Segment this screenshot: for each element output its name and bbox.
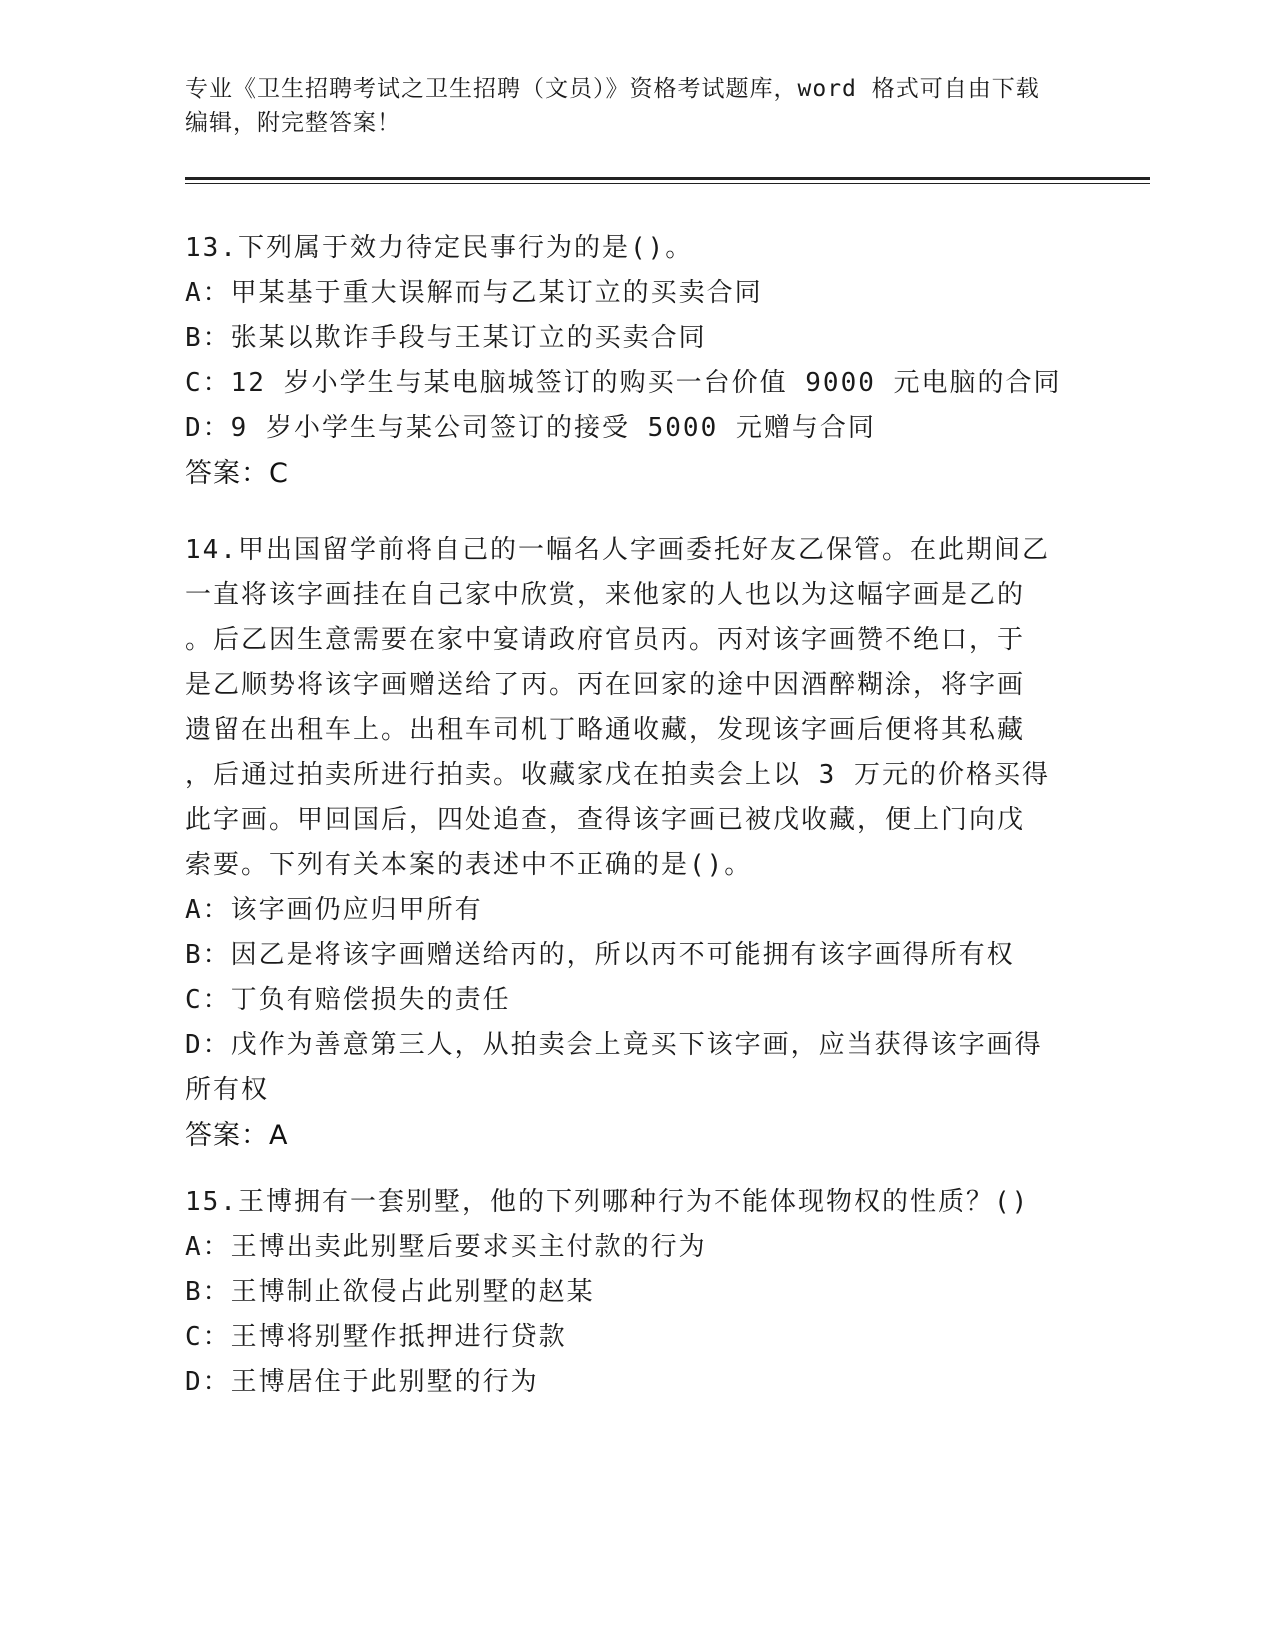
question-15 (185, 1180, 1075, 1405)
option-d: D：王博居住于此别墅的行为 (185, 1367, 539, 1397)
option-c: C：12 岁小学生与某电脑城签订的购买一台价值 9000 元电脑的合同 (185, 368, 1062, 398)
question-13 (185, 226, 1075, 496)
question-stem-line: 遗留在出租车上。出租车司机丁略通收藏，发现该字画后便将其私藏 (185, 715, 1026, 745)
answer-label: 答案：A (185, 1120, 289, 1151)
option-d-continued: 所有权 (185, 1075, 270, 1105)
option-b: B：王博制止欲侵占此别墅的赵某 (185, 1277, 595, 1307)
question-stem-line: 是乙顺势将该字画赠送给了丙。丙在回家的途中因酒醉糊涂，将字画 (185, 670, 1026, 700)
question-stem-line: 14.甲出国留学前将自己的一幅名人字画委托好友乙保管。在此期间乙 (185, 535, 1050, 565)
option-d: D：戊作为善意第三人，从拍卖会上竟买下该字画，应当获得该字画得 (185, 1030, 1043, 1060)
question-14 (185, 528, 1075, 1158)
question-stem-line: 此字画。甲回国后，四处追查，查得该字画已被戊收藏，便上门向戊 (185, 805, 1026, 835)
option-b: B：因乙是将该字画赠送给丙的，所以丙不可能拥有该字画得所有权 (185, 940, 1015, 970)
header-line-2: 编辑，附完整答案！ (185, 110, 401, 136)
option-a: A：甲某基于重大误解而与乙某订立的买卖合同 (185, 278, 763, 308)
question-stem: 15.王博拥有一套别墅，他的下列哪种行为不能体现物权的性质？() (185, 1187, 1030, 1217)
document-header (185, 72, 1065, 140)
option-d: D：9 岁小学生与某公司签订的接受 5000 元赠与合同 (185, 413, 876, 443)
question-stem-line: 一直将该字画挂在自己家中欣赏，来他家的人也以为这幅字画是乙的 (185, 580, 1026, 610)
option-c: C：丁负有赔偿损失的责任 (185, 985, 511, 1015)
answer-label: 答案：C (185, 458, 289, 489)
option-a: A：王博出卖此别墅后要求买主付款的行为 (185, 1232, 707, 1262)
header-divider-thick (185, 177, 1150, 180)
option-a: A：该字画仍应归甲所有 (185, 895, 483, 925)
question-stem-line: 。后乙因生意需要在家中宴请政府官员丙。丙对该字画赞不绝口，于 (185, 625, 1026, 655)
header-divider-thin (185, 183, 1150, 184)
question-stem-line: ，后通过拍卖所进行拍卖。收藏家戊在拍卖会上以 3 万元的价格买得 (185, 760, 1050, 790)
option-c: C：王博将别墅作抵押进行贷款 (185, 1322, 567, 1352)
option-b: B：张某以欺诈手段与王某订立的买卖合同 (185, 323, 707, 353)
question-stem: 13.下列属于效力待定民事行为的是()。 (185, 233, 694, 263)
question-stem-line: 索要。下列有关本案的表述中不正确的是()。 (185, 850, 753, 880)
header-line-1: 专业《卫生招聘考试之卫生招聘（文员）》资格考试题库，word 格式可自由下载 (185, 76, 1040, 102)
